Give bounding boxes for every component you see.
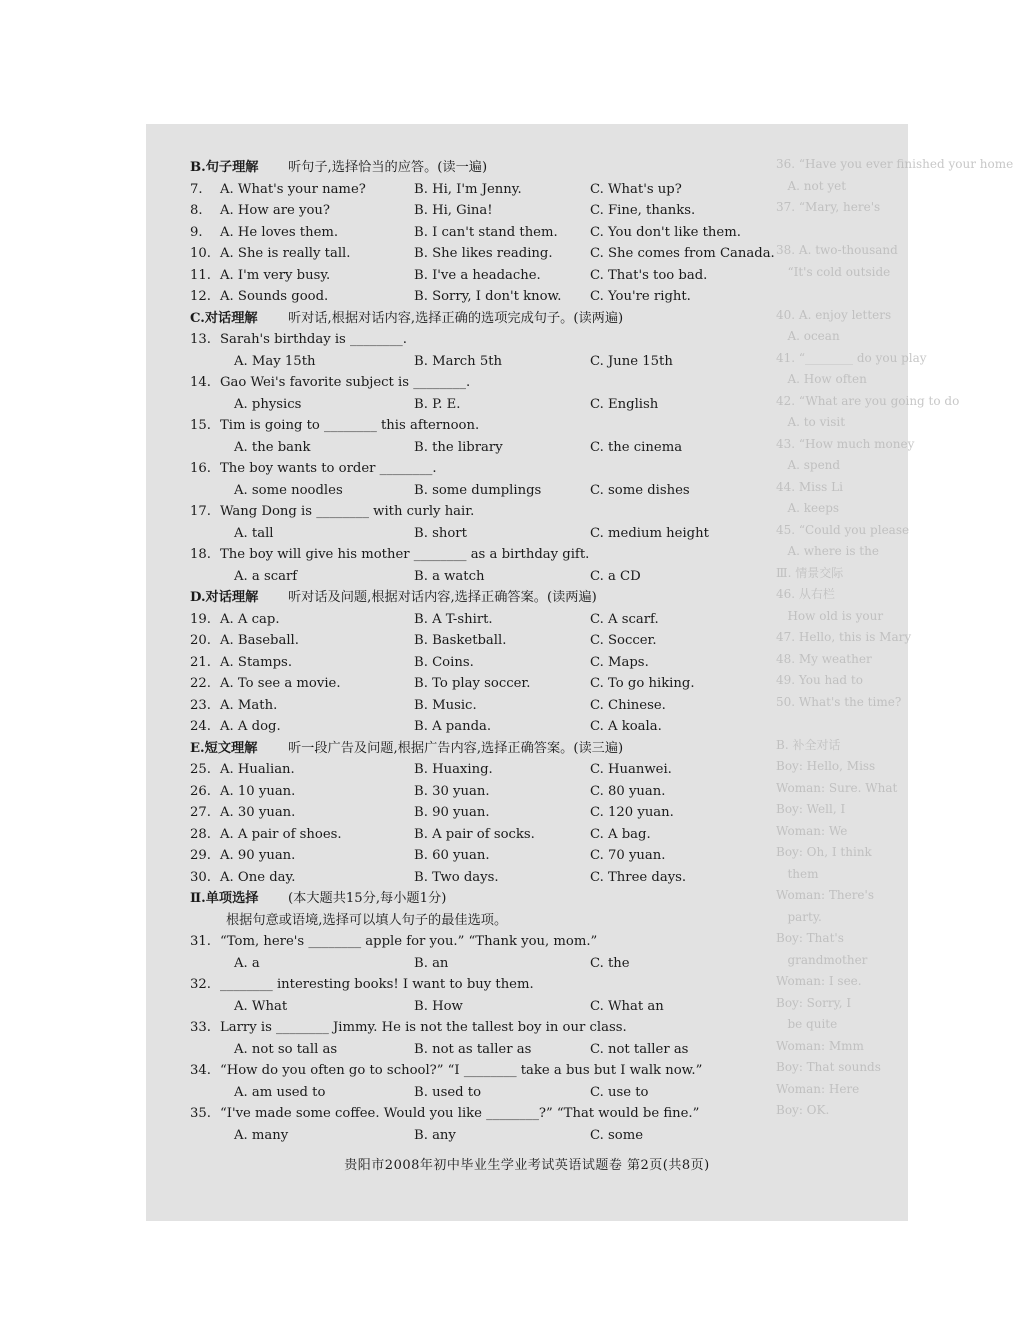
question-text: The boy will give his mother ________ as a birthday gift. (220, 547, 590, 562)
option-c: C. What's up? (590, 181, 682, 197)
option-c: C. a CD (590, 568, 641, 584)
question-number: 32. (190, 977, 211, 992)
question-number: 17. (190, 504, 211, 519)
option-a: A. Stamps. (220, 654, 293, 670)
option-row (190, 673, 830, 695)
option-b: B. some dumplings (414, 482, 542, 498)
option-row (190, 759, 830, 781)
option-a: A. How are you? (220, 203, 330, 218)
option-c: C. use to (590, 1084, 649, 1100)
question-number: 35. (190, 1106, 211, 1121)
section-heading (190, 308, 830, 330)
option-c: C. You don't like them. (590, 224, 741, 240)
option-a: A. A cap. (220, 611, 280, 627)
option-b: B. a watch (414, 568, 485, 584)
question-number: 28. (190, 826, 211, 842)
question-number: 23. (190, 697, 211, 713)
option-c: C. the cinema (590, 439, 683, 455)
option-c: C. medium height (590, 525, 709, 541)
option-c: C. 120 yuan. (590, 805, 674, 820)
option-row (190, 716, 830, 738)
option-c: C. some dishes (590, 482, 690, 498)
page-footer: 贵阳市2008年初中毕业生学业考试英语试题卷 第2页(共8页) (344, 1158, 710, 1173)
section-label: D.对话理解 (190, 590, 259, 605)
option-row (190, 824, 830, 846)
exam-content (190, 157, 830, 1146)
option-c: C. Fine, thanks. (590, 203, 696, 218)
option-a: A. To see a movie. (220, 676, 341, 691)
option-c: C. That's too bad. (590, 267, 708, 283)
option-row (190, 351, 830, 373)
question-number: 13. (190, 332, 211, 347)
option-b: B. any (414, 1127, 456, 1143)
option-b: B. A panda. (414, 719, 492, 734)
option-row (190, 953, 830, 975)
option-a: A. One day. (220, 869, 296, 885)
question-text: The boy wants to order ________. (220, 461, 437, 476)
section-label: E.短文理解 (190, 740, 258, 756)
question-text: Gao Wei's favorite subject is ________. (220, 375, 471, 390)
option-a: A. He loves them. (220, 224, 339, 240)
question-number: 27. (190, 805, 211, 820)
option-row (190, 1125, 830, 1147)
option-c: C. Huanwei. (590, 762, 672, 777)
option-b: B. 60 yuan. (414, 848, 490, 863)
question-number: 30. (190, 869, 211, 885)
question-number: 29. (190, 848, 211, 863)
question-number: 25. (190, 762, 211, 777)
option-b: B. Two days. (414, 869, 499, 885)
option-c: C. A koala. (590, 719, 662, 734)
option-a: A. Hualian. (220, 762, 295, 777)
section-label: B.句子理解 (190, 160, 259, 175)
section-instructions: 听对话,根据对话内容,选择正确的选项完成句子。(读两遍) (288, 310, 624, 326)
question-stem (190, 501, 830, 523)
option-b: B. not as taller as (414, 1041, 532, 1057)
section-instructions: 听一段广告及问题,根据广告内容,选择正确答案。(读三遍) (288, 740, 624, 756)
question-number: 19. (190, 611, 211, 627)
question-stem (190, 544, 830, 566)
question-stem (190, 1103, 830, 1125)
option-c: C. some (590, 1127, 644, 1143)
option-row (190, 222, 830, 244)
question-stem (190, 329, 830, 351)
question-stem (190, 974, 830, 996)
option-b: B. To play soccer. (414, 676, 531, 691)
question-stem (190, 458, 830, 480)
option-a: A. What (234, 998, 288, 1014)
question-number: 26. (190, 783, 211, 799)
question-stem (190, 1060, 830, 1082)
question-number: 31. (190, 934, 211, 949)
section-heading (190, 587, 830, 609)
question-number: 24. (190, 719, 211, 734)
option-b: B. A T-shirt. (414, 611, 493, 627)
question-number: 18. (190, 547, 211, 562)
option-row (190, 630, 830, 652)
option-a: A. A pair of shoes. (220, 826, 342, 842)
option-b: B. Hi, Gina! (414, 203, 493, 218)
option-a: A. She is really tall. (220, 246, 351, 261)
option-a: A. I'm very busy. (220, 267, 331, 283)
question-number: 8. (190, 203, 203, 218)
option-c: C. What an (590, 998, 664, 1014)
option-b: B. short (414, 525, 467, 541)
section-instructions: (本大题共15分,每小题1分) (288, 891, 447, 906)
question-number: 14. (190, 375, 211, 390)
option-a: A. 30 yuan. (220, 805, 296, 820)
option-b: B. Basketball. (414, 633, 507, 648)
option-row (190, 566, 830, 588)
question-text: Sarah's birthday is ________. (220, 332, 407, 347)
question-number: 22. (190, 676, 211, 691)
option-b: B. How (414, 998, 463, 1014)
option-row (190, 200, 830, 222)
option-c: C. 80 yuan. (590, 783, 666, 799)
exam-page (146, 124, 1013, 1221)
instruction-text: 根据句意或语境,选择可以填人句子的最佳选项。 (226, 912, 508, 928)
option-a: A. physics (234, 396, 302, 412)
option-row (190, 286, 830, 308)
option-a: A. May 15th (234, 353, 316, 369)
option-a: A. Math. (220, 697, 278, 713)
question-stem (190, 1017, 830, 1039)
question-text: Wang Dong is ________ with curly hair. (220, 504, 475, 519)
option-row (190, 781, 830, 803)
option-b: B. Hi, I'm Jenny. (414, 181, 522, 197)
question-number: 34. (190, 1063, 211, 1078)
option-a: A. 10 yuan. (220, 783, 296, 799)
option-a: A. the bank (234, 439, 311, 455)
option-row (190, 845, 830, 867)
option-c: C. not taller as (590, 1041, 689, 1057)
option-b: B. Music. (414, 697, 477, 713)
option-row (190, 802, 830, 824)
option-c: C. Soccer. (590, 633, 657, 648)
question-number: 15. (190, 418, 211, 433)
option-a: A. am used to (234, 1084, 326, 1100)
question-number: 20. (190, 633, 211, 648)
option-a: A. some noodles (234, 482, 343, 498)
question-number: 10. (190, 246, 211, 261)
option-c: C. A scarf. (590, 611, 659, 627)
section-instructions: 听句子,选择恰当的应答。(读一遍) (288, 160, 488, 175)
option-b: B. Sorry, I don't know. (414, 289, 562, 304)
option-c: C. the (590, 955, 630, 971)
option-b: B. an (414, 955, 449, 971)
question-stem (190, 372, 830, 394)
option-a: A. a (234, 955, 260, 971)
option-row (190, 867, 830, 889)
option-a: A. A dog. (220, 719, 281, 734)
section-label: C.对话理解 (190, 310, 258, 326)
option-row (190, 609, 830, 631)
option-b: B. 30 yuan. (414, 783, 490, 799)
question-text: “I've made some coffee. Would you like ________?” “That would be fine.” (220, 1106, 700, 1121)
question-text: “Tom, here's ________ apple for you.” “Thank you, mom.” (220, 934, 598, 949)
option-c: C. To go hiking. (590, 676, 695, 691)
option-row (190, 996, 830, 1018)
section-instructions: 听对话及问题,根据对话内容,选择正确答案。(读两遍) (288, 590, 597, 605)
option-b: B. A pair of socks. (414, 826, 535, 842)
question-number: 9. (190, 224, 203, 240)
option-b: B. Coins. (414, 654, 474, 670)
option-c: C. Chinese. (590, 697, 666, 713)
option-a: A. a scarf (234, 568, 298, 584)
section-label: Ⅱ.单项选择 (190, 891, 259, 906)
option-b: B. I've a headache. (414, 267, 541, 283)
option-a: A. 90 yuan. (220, 848, 296, 863)
option-b: B. used to (414, 1084, 482, 1100)
option-c: C. You're right. (590, 289, 691, 304)
question-number: 11. (190, 267, 211, 283)
option-row (190, 480, 830, 502)
option-row (190, 243, 830, 265)
option-c: C. 70 yuan. (590, 848, 666, 863)
option-b: B. Huaxing. (414, 762, 493, 777)
instruction-line (190, 910, 830, 932)
option-a: A. many (234, 1127, 289, 1143)
question-number: 16. (190, 461, 211, 476)
option-b: B. the library (414, 439, 503, 455)
bleed-through-text: 36. “Have you ever finished your home A. not yet 37. “Mary, here's 38. A. two-thousand “It's cold outside 40. A. enjoy letters A. ocean 41. “________ do you play A. How often 42. “What are you going to do A. to visit 43. “How much money A. spend 44. Miss Li A. keeps 45. “Could you please A. where is the Ⅲ. 情景交际 46. 从右栏 How old is your 47. Hello, this is Mary 48. My weather 49. You had to 50. What's the time? B. 补全对话 Boy: Hello, Miss Woman: Sure. What Boy: Well, I Woman: We Boy: Oh, I think them Woman: There's party. Boy: That's grandmother Woman: I see. Boy: Sorry, I be quite Woman: Mmm Boy: That sounds Woman: Here Boy: OK. (776, 157, 1013, 1117)
option-b: B. March 5th (414, 353, 502, 369)
option-c: C. June 15th (590, 353, 673, 369)
question-stem (190, 931, 830, 953)
section-heading (190, 888, 830, 910)
option-b: B. I can't stand them. (414, 224, 558, 240)
option-row (190, 179, 830, 201)
question-number: 12. (190, 289, 211, 304)
option-a: A. not so tall as (234, 1041, 338, 1057)
option-a: A. What's your name? (220, 181, 366, 197)
option-c: C. A bag. (590, 826, 651, 842)
option-row (190, 394, 830, 416)
question-stem (190, 415, 830, 437)
option-b: B. She likes reading. (414, 246, 553, 261)
option-a: A. Baseball. (220, 633, 299, 648)
option-row (190, 265, 830, 287)
option-b: B. 90 yuan. (414, 805, 490, 820)
option-row (190, 695, 830, 717)
option-row (190, 1039, 830, 1061)
option-a: A. tall (234, 525, 274, 541)
option-row (190, 652, 830, 674)
question-text: Tim is going to ________ this afternoon. (220, 418, 480, 433)
section-heading (190, 157, 830, 179)
question-number: 33. (190, 1020, 211, 1035)
option-b: B. P. E. (414, 396, 461, 412)
question-text: ________ interesting books! I want to buy them. (220, 977, 534, 992)
option-a: A. Sounds good. (220, 289, 329, 304)
option-row (190, 437, 830, 459)
option-c: C. English (590, 396, 659, 412)
option-c: C. Three days. (590, 869, 687, 885)
question-text: “How do you often go to school?” “I ________ take a bus but I walk now.” (220, 1063, 703, 1078)
option-c: C. She comes from Canada. (590, 246, 775, 261)
option-row (190, 523, 830, 545)
question-number: 7. (190, 181, 203, 197)
option-c: C. Maps. (590, 654, 649, 670)
question-text: Larry is ________ Jimmy. He is not the tallest boy in our class. (220, 1020, 627, 1035)
option-row (190, 1082, 830, 1104)
question-number: 21. (190, 654, 211, 670)
section-heading (190, 738, 830, 760)
